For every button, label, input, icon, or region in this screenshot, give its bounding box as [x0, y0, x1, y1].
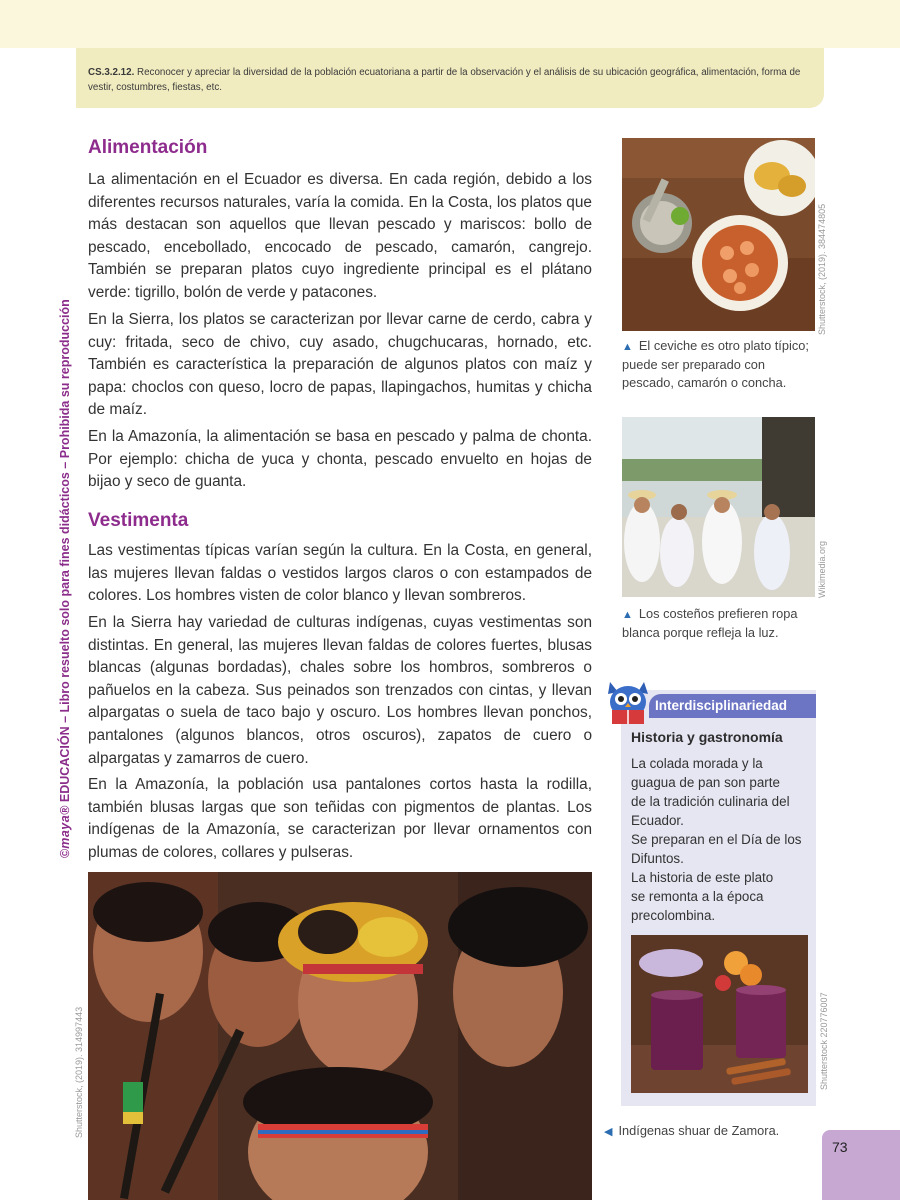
colada-morada-photo	[631, 935, 808, 1093]
interdisciplinary-line: precolombina.	[631, 908, 716, 923]
interdisciplinary-line: Difuntos.	[631, 851, 684, 866]
caption-left-triangle-icon: ◀	[604, 1126, 613, 1138]
alimentacion-paragraph-sierra: En la Sierra, los platos se caracterizan por llevar carne de cerdo, cabra y cuy: fritada, seco de chivo, cuy asado, chugchucaras, hornado, etc. También es característica la preparación de algunos platos con maíz y papa: choclos con queso, locro de papas, llapingachos, humitas y chicha de maíz.	[88, 311, 592, 419]
shuar-caption	[604, 1122, 820, 1141]
side-credit-text: EDUCACIÓN – Libro resuelto solo para fines didácticos – Prohibida su reproducción	[58, 299, 72, 803]
brand-logo: maya	[58, 814, 72, 849]
vestimenta-paragraph-costa: Las vestimentas típicas varían según la cultura. En la Costa, en general, las mujeres llevan faldas o vestidos largos claros o con estampados de colores. Los hombres visten de color blanco y llevan sombreros.	[88, 542, 592, 605]
interdisciplinary-line: guagua de pan son parte	[631, 775, 780, 790]
top-band	[0, 0, 900, 48]
shuar-photo	[88, 872, 592, 1200]
side-copyright-credit	[58, 298, 74, 858]
caption-triangle-icon: ▲	[622, 341, 633, 353]
caption-triangle-icon: ▲	[622, 609, 633, 621]
copyright-symbol: ©	[58, 848, 72, 858]
interdisciplinary-line: de la tradición culinaria del	[631, 794, 790, 809]
interdisciplinary-header: Interdisciplinariedad	[649, 694, 816, 718]
interdisciplinary-text	[631, 754, 811, 925]
objective-text: Reconocer y apreciar la diversidad de la población ecuatoriana a partir de la observación y el análisis de su ubicación geográfica, alimentación, forma de vestir, costumbres, fiestas, etc.	[88, 67, 801, 93]
ceviche-photo	[622, 138, 815, 331]
alimentacion-paragraph-amazonia: En la Amazonía, la alimentación se basa en pescado y palma de chonta. Por ejemplo: chicha de yuca y chonta, pescado envuelto en hojas de bijao y seco de guanta.	[88, 428, 592, 491]
alimentacion-paragraph-costa: La alimentación en el Ecuador es diversa. En cada región, debido a los diferentes recursos naturales, varía la comida. En la Costa, los platos que más destacan son aquellos que llevan pescado y mariscos: bollo de pescado, encebollado, encocado de pescado, camarón, cangrejo. También se preparan platos cuyo ingrediente principal es el plátano verde: tigrillo, bolón de verde y patacones.	[88, 171, 592, 301]
vestimenta-paragraph-sierra: En la Sierra hay variedad de culturas indígenas, cuyas vestimentas son distintas. En general, las mujeres llevan faldas de colores fuertes, blusas blancas (algunas bordadas), chales sobre los hombros, sombreros o pañuelos en la cabeza. Sus peinados son trenzados con cintas, y llevan alpargatas o suela de taco bajo y oscuro. Los hombres llevan ponchos, pantalones (algunos blancos, otros oscuros), zapatos de cuero o alpargatas y zamarros de cuero.	[88, 614, 592, 767]
registered-mark: ®	[58, 805, 72, 815]
owl-mascot-icon	[604, 680, 652, 726]
shuar-photo-credit: Shutterstock, (2019). 314997443	[74, 1006, 84, 1138]
costenos-caption	[622, 605, 818, 642]
section-title-alimentacion: Alimentación	[88, 137, 208, 158]
colada-photo-credit: Shutterstock 220776007	[819, 992, 829, 1090]
curriculum-objective	[76, 48, 824, 108]
vestimenta-paragraph-amazonia: En la Amazonía, la población usa pantalones cortos hasta la rodilla, también blusas largas que son teñidas con pigmentos de plantas. Los indígenas de la Amazonía, se caracterizan por llevar ornamentos con plumas de colores, collares y pulseras.	[88, 776, 592, 861]
shuar-caption-text: Indígenas shuar de Zamora.	[618, 1123, 780, 1138]
ceviche-caption-text: El ceviche es otro plato típico; puede ser preparado con pescado, camarón o concha.	[622, 338, 809, 390]
ceviche-photo-credit: Shutterstock, (2019). 384474805	[817, 203, 827, 335]
objective-code: CS.3.2.12.	[88, 67, 135, 78]
interdisciplinary-line: La colada morada y la	[631, 756, 763, 771]
interdisciplinary-line: Se preparan en el Día de los	[631, 832, 802, 847]
page-number: 73	[832, 1139, 848, 1155]
interdisciplinary-line: Ecuador.	[631, 813, 684, 828]
costenos-photo-credit: Wikimedia.org	[817, 540, 827, 598]
interdisciplinary-line: La historia de este plato	[631, 870, 774, 885]
costenos-photo	[622, 417, 815, 597]
ceviche-caption	[622, 337, 818, 392]
costenos-caption-text: Los costeños prefieren ropa blanca porque refleja la luz.	[622, 606, 798, 640]
interdisciplinary-line: se remonta a la época	[631, 889, 764, 904]
interdisciplinary-subtitle: Historia y gastronomía	[631, 729, 783, 745]
section-title-vestimenta: Vestimenta	[88, 510, 189, 531]
